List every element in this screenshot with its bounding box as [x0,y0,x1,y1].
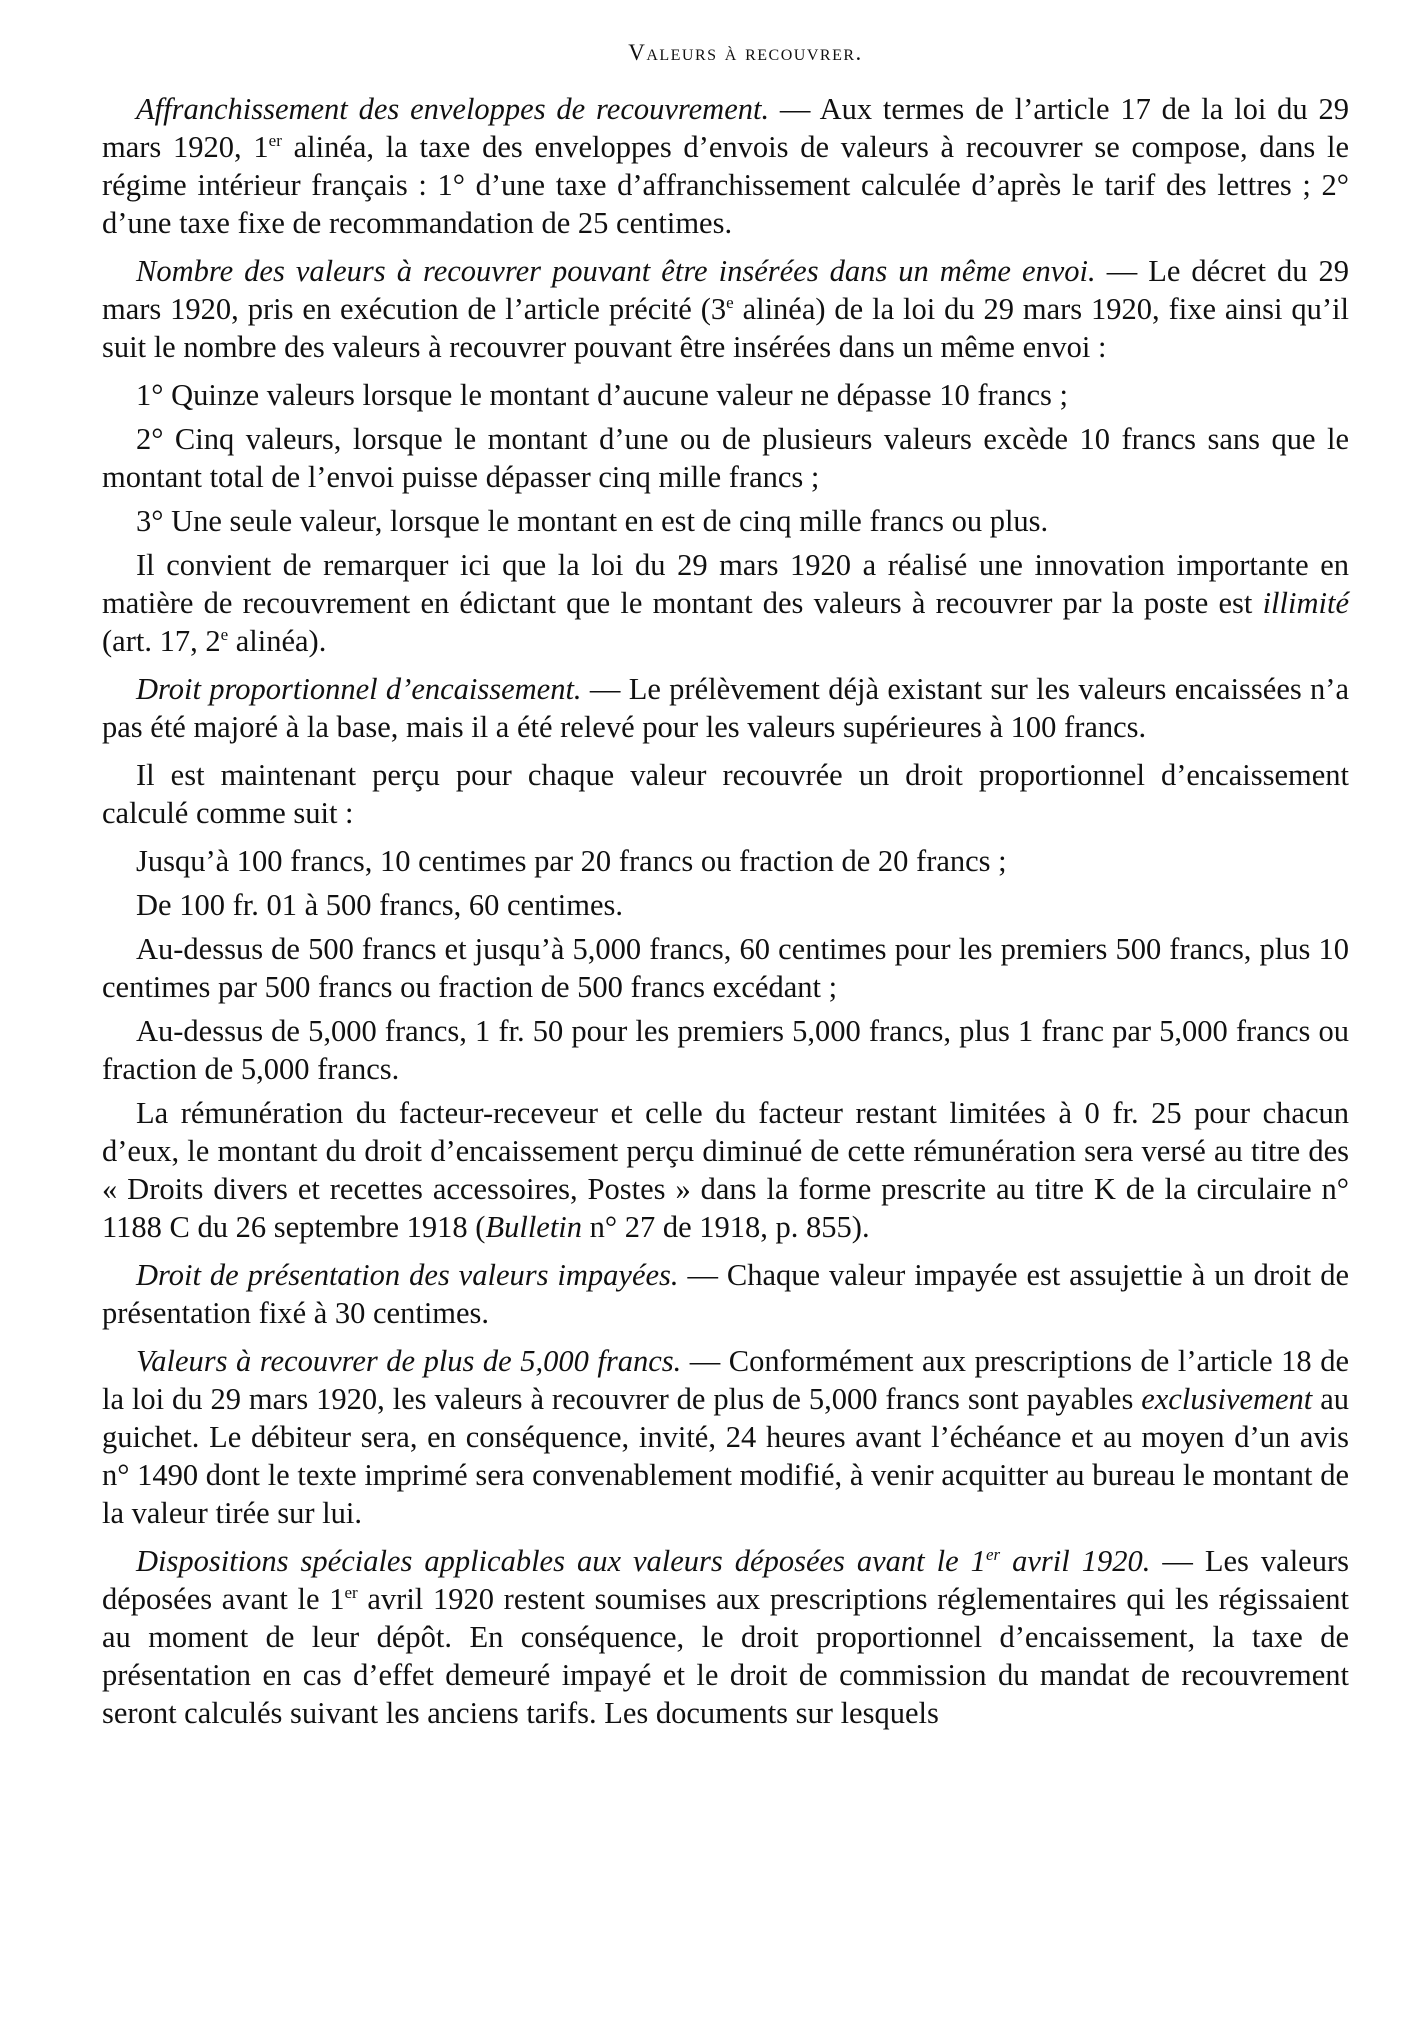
list-item: 1° Quinze valeurs lorsque le montant d’aucune valeur ne dépasse 10 francs ; [136,378,1068,412]
list-item: Au-dessus de 5,000 francs, 1 fr. 50 pour les premiers 5,000 francs, plus 1 franc par 5,000 francs ou fraction de 5,000 francs. [102,1014,1349,1086]
paragraph-remuneration: La rémunération du facteur-receveur et celle du facteur restant limitées à 0 fr. 25 pour chacun d’eux, le montant du droit d’encaissement perçu diminué de cette rémunération sera versé au titre des « Droits divers et recettes accessoires, Postes » dans la forme prescrite au titre K de la circulaire n° 1188 C du 26 septembre 1918 (Bulletin n° 27 de 1918, p. 855). [102,1096,1349,1244]
section-heading: Nombre des valeurs à recouvrer pouvant être insérées dans un même envoi. [136,254,1096,288]
section-heading: Valeurs à recouvrer de plus de 5,000 francs. [136,1344,682,1378]
running-header: Valeurs à recouvrer. [628,40,863,65]
list-item: De 100 fr. 01 à 500 francs, 60 centimes. [136,888,624,922]
paragraph-affranchissement: Affranchissement des enveloppes de recouvrement. — Aux termes de l’article 17 de la loi du 29 mars 1920, 1er alinéa, la taxe des enveloppes d’envois de valeurs à recouvrer se compose, dans le régime intérieur français : 1° d’une taxe d’affranchissement calculée d’après le tarif des lettres ; 2° d’une taxe fixe de recommandation de 25 centimes. [102,92,1350,240]
list-item: 2° Cinq valeurs, lorsque le montant d’une ou de plusieurs valeurs excède 10 francs sans que le montant total de l’envoi puisse dépasser cinq mille francs ; [102,422,1349,494]
section-heading: Droit proportionnel d’encaissement. [136,672,582,706]
list-item: 3° Une seule valeur, lorsque le montant en est de cinq mille francs ou plus. [136,504,1049,538]
paragraph-dispositions: Dispositions spéciales applicables aux valeurs déposées avant le 1er avril 1920. — Les valeurs déposées avant le 1er avril 1920 restent soumises aux prescriptions réglementaires qui les régissaient au moment de leur dépôt. En conséquence, le droit proportionnel d’encaissement, la taxe de présentation en cas d’effet demeuré impayé et le droit de commission du mandat de recouvrement seront calculés suivant les anciens tarifs. Les documents sur lesquels [102,1544,1349,1730]
list-item: Au-dessus de 500 francs et jusqu’à 5,000 francs, 60 centimes pour les premiers 500 francs, plus 10 centimes par 500 francs ou fraction de 500 francs excédant ; [102,932,1349,1004]
paragraph-innovation: Il convient de remarquer ici que la loi du 29 mars 1920 a réalisé une innovation importante en matière de recouvrement en édictant que le montant des valeurs à recouvrer par la poste est illimité (art. 17, 2e alinéa). [102,548,1349,658]
section-heading: Affranchissement des enveloppes de recouvrement. [136,92,770,126]
paragraph-droit-proportionnel: Droit proportionnel d’encaissement. — Le prélèvement déjà existant sur les valeurs encaissées n’a pas été majoré à la base, mais il a été relevé pour les valeurs supérieures à 100 francs. [102,672,1349,744]
paragraph-presentation: Droit de présentation des valeurs impayées. — Chaque valeur impayée est assujettie à un droit de présentation fixé à 30 centimes. [102,1258,1349,1330]
section-heading: Dispositions spéciales applicables aux valeurs déposées avant le 1er avril 1920. [136,1544,1151,1578]
paragraph-nombre: Nombre des valeurs à recouvrer pouvant être insérées dans un même envoi. — Le décret du 29 mars 1920, pris en exécution de l’article précité (3e alinéa) de la loi du 29 mars 1920, fixe ainsi qu’il suit le nombre des valeurs à recouvrer pouvant être insérées dans un même envoi : [102,254,1349,364]
list-item: Jusqu’à 100 francs, 10 centimes par 20 francs ou fraction de 20 francs ; [136,844,1007,878]
section-heading: Droit de présentation des valeurs impayées. [136,1258,679,1292]
paragraph-plus-5000: Valeurs à recouvrer de plus de 5,000 francs. — Conformément aux prescriptions de l’article 18 de la loi du 29 mars 1920, les valeurs à recouvrer de plus de 5,000 francs sont payables exclusivement au guichet. Le débiteur sera, en conséquence, invité, 24 heures avant l’échéance et au moyen d’un avis n° 1490 dont le texte imprimé sera convenablement modifié, à venir acquitter au bureau le montant de la valeur tirée sur lui. [102,1344,1349,1530]
paragraph-droit-intro: Il est maintenant perçu pour chaque valeur recouvrée un droit proportionnel d’encaissement calculé comme suit : [102,758,1349,830]
